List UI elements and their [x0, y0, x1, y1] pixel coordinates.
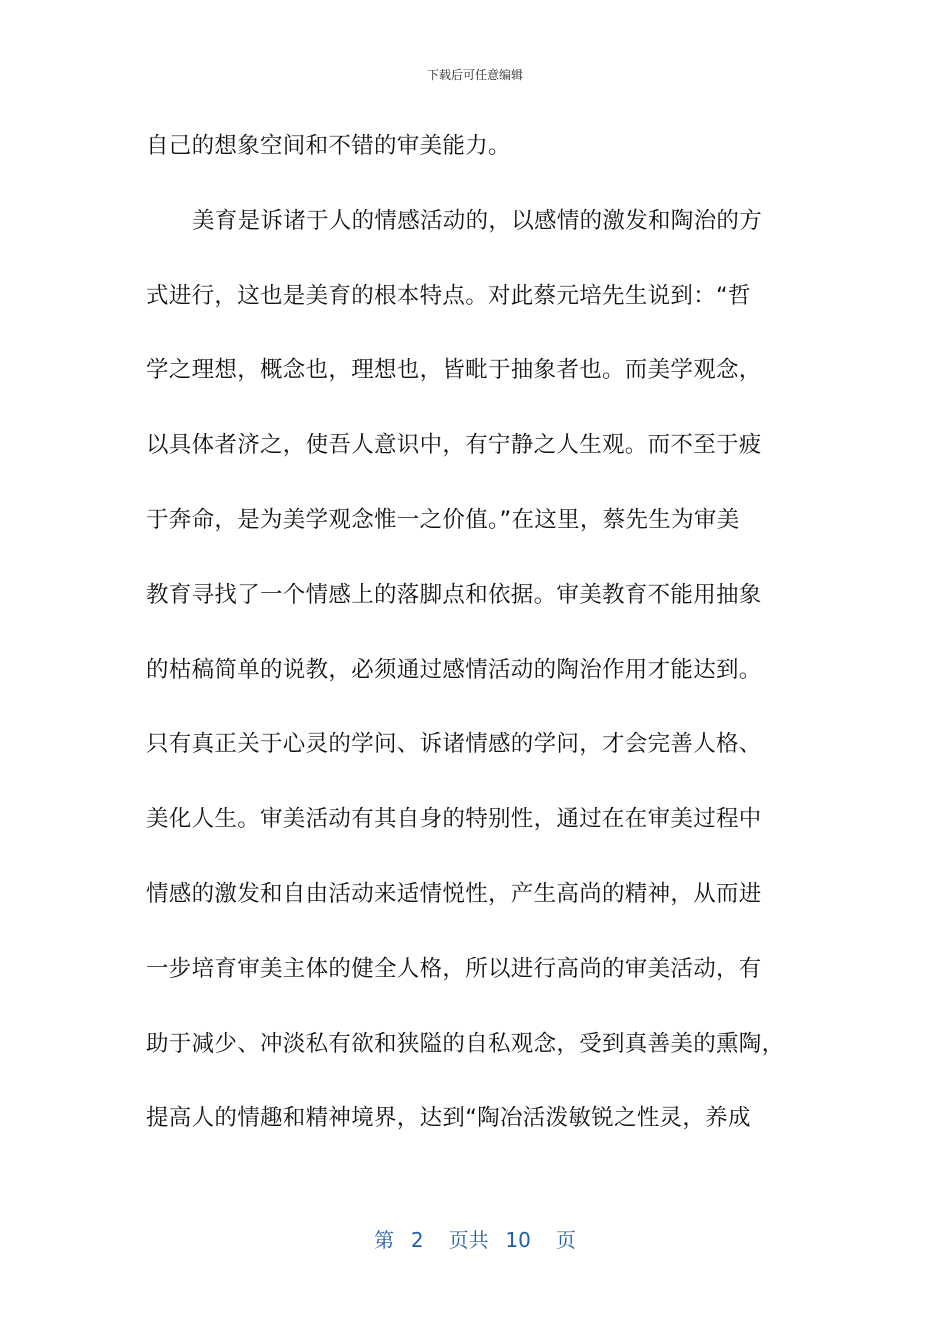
- document-body: [146, 126, 806, 1173]
- text-line: 助于减少、冲淡私有欲和狭隘的自私观念，受到真善美的熏陶，: [146, 1030, 785, 1057]
- text-line: 于奔命，是为美学观念惟一之价值。”在这里，蔡先生为审美: [146, 506, 740, 533]
- text-line: 美化人生。审美活动有其自身的特别性，通过在在审美过程中: [146, 806, 762, 833]
- text-line: 一步培育审美主体的健全人格，所以进行高尚的审美活动，有: [146, 955, 762, 982]
- page-number-footer: [0, 1224, 950, 1253]
- text-line: 式进行，这也是美育的根本特点。对此蔡元培先生说到：“哲: [146, 282, 751, 309]
- text-line: 自己的想象空间和不错的审美能力。: [146, 133, 511, 159]
- page-number-text: 第 2 页共 10 页: [374, 1228, 576, 1252]
- text-line: 学之理想，概念也，理想也，皆毗于抽象者也。而美学观念，: [146, 357, 762, 384]
- text-line: 教育寻找了一个情感上的落脚点和依据。审美教育不能用抽象: [146, 581, 762, 608]
- text-line: 只有真正关于心灵的学问、诉诸情感的学问，才会完善人格、: [146, 731, 762, 758]
- text-line: 以具体者济之，使吾人意识中，有宁静之人生观。而不至于疲: [146, 432, 762, 459]
- text-line: 提高人的情趣和精神境界，达到“陶冶活泼敏锐之性灵，养成: [146, 1105, 751, 1132]
- text-line-paragraph-start: 美育是诉诸于人的情感活动的，以感情的激发和陶治的方: [192, 207, 763, 234]
- text-line: 的枯稿简单的说教，必须通过感情活动的陶治作用才能达到。: [146, 656, 762, 683]
- text-line: 情感的激发和自由活动来适情悦性，产生高尚的精神，从而进: [146, 880, 762, 907]
- page-header: 下载后可任意编辑: [426, 68, 523, 82]
